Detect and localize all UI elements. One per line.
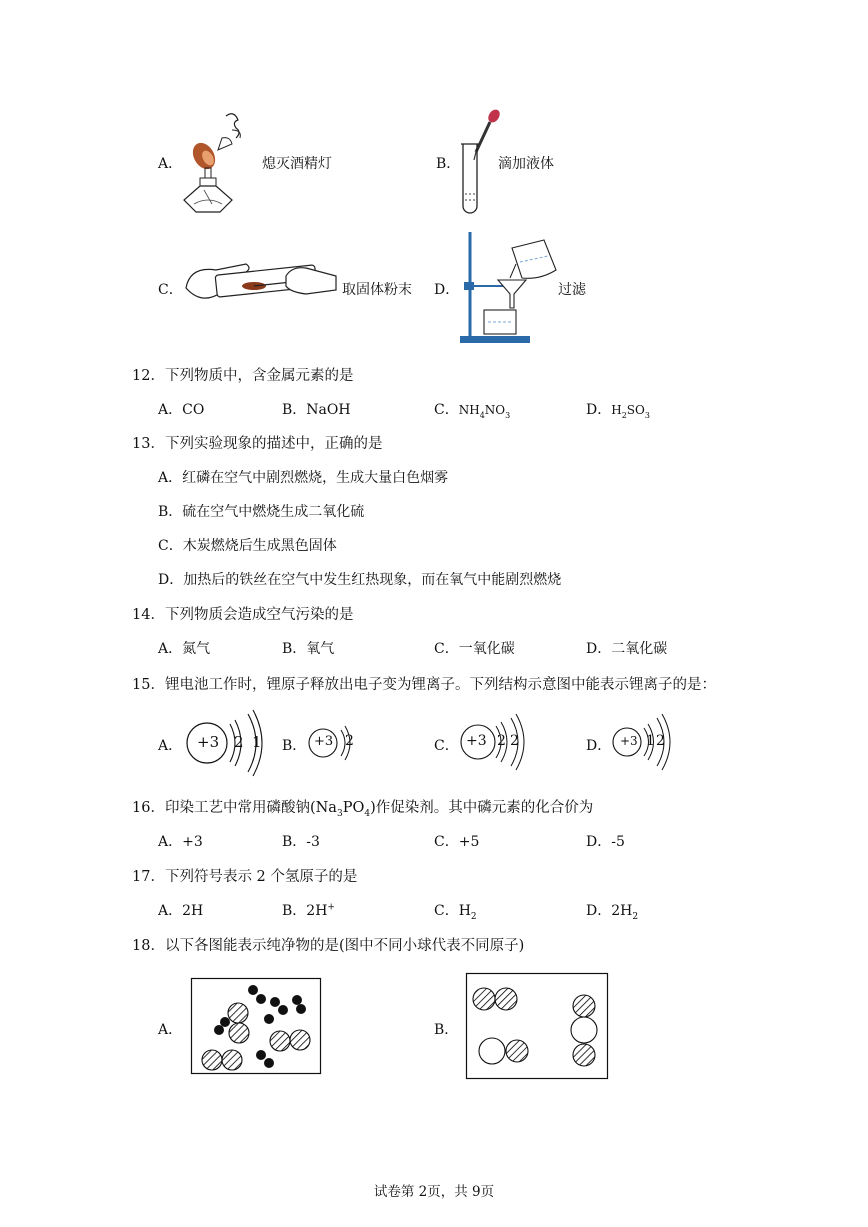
q12-option-d: D．$H_2SO_3$ — [586, 402, 650, 420]
q15-option-c-letter: C． — [434, 738, 459, 754]
alcohol-lamp-image — [180, 108, 255, 213]
q16-stem: 16．印染工艺中常用磷酸钠$(Na_3PO_4)$作促染剂。其中磷元素的化合价为 — [132, 800, 594, 819]
q17-option-a: A．2H — [158, 903, 204, 919]
q13-stem: 13．下列实验现象的描述中，正确的是 — [132, 436, 383, 452]
q17-option-d: D．$2H_2$ — [586, 903, 639, 922]
q13-option-d: D．加热后的铁丝在空气中发生红热现象，而在氧气中能剧烈燃烧 — [158, 572, 562, 588]
q15-stem: 15．锂电池工作时，锂原子释放出电子变为锂离子。下列结构示意图中能表示锂离子的是： — [132, 677, 716, 693]
q12-stem: 12．下列物质中，含金属元素的是 — [132, 368, 354, 384]
q12-option-c: C．$NH_4NO_3$ — [434, 402, 511, 420]
q12-option-b: B．NaOH — [282, 402, 351, 418]
q13-option-c: C．木炭燃烧后生成黑色固体 — [158, 538, 337, 554]
q18-option-a-particle-box — [191, 978, 321, 1074]
q14-option-a: A．氮气 — [158, 641, 211, 657]
q15-a-shell2-label: 1 — [252, 733, 262, 751]
q18-stem: 18．以下各图能表示纯净物的是(图中不同小球代表不同原子) — [132, 938, 525, 954]
q15-option-b-letter: B． — [282, 738, 307, 754]
q11-option-b-letter: B． — [436, 156, 461, 172]
q13-option-b: B．硫在空气中燃烧生成二氧化硫 — [158, 504, 365, 520]
q14-option-d: D．二氧化碳 — [586, 641, 668, 657]
powder-sampling-image — [182, 258, 342, 314]
q11-option-a-letter: A． — [158, 156, 183, 172]
q16-option-b: B．-3 — [282, 834, 320, 850]
dropper-test-tube-image — [458, 108, 503, 214]
q16-option-d: D．-5 — [586, 834, 625, 850]
q15-d-nucleus-label: +3 — [620, 734, 638, 748]
q15-d-shell2-label: 2 — [656, 733, 665, 749]
q11-option-d-letter: D． — [434, 282, 460, 298]
q15-b-shell1-label: 2 — [345, 733, 354, 749]
q15-c-nucleus-label: +3 — [466, 733, 487, 749]
q16-option-a: A．+3 — [158, 834, 203, 850]
q18-option-b-particle-box — [466, 973, 608, 1079]
q15-c-shell1-label: 2 — [497, 733, 506, 749]
q11-option-b-text: 滴加液体 — [498, 156, 554, 172]
q15-option-a-letter: A． — [158, 738, 183, 754]
q15-option-d-letter: D． — [586, 738, 612, 754]
q15-a-shell1-label: 2 — [234, 733, 244, 751]
q14-option-c: C．一氧化碳 — [434, 641, 515, 657]
q18-option-b-letter: B． — [434, 1022, 459, 1038]
q11-option-c-letter: C． — [158, 282, 183, 298]
q12-option-a: A．CO — [158, 402, 205, 418]
q15-a-nucleus-label: +3 — [197, 733, 220, 751]
q17-option-b: B．2H+ — [282, 902, 335, 919]
q15-c-shell2-label: 2 — [510, 733, 519, 749]
page-footer: 试卷第 2页，共 9页 — [373, 1184, 495, 1200]
q17-option-c: C．$H_2$ — [434, 903, 477, 922]
q18-option-a-letter: A． — [158, 1022, 183, 1038]
q15-d-shell1-label: 1 — [646, 733, 655, 749]
q11-option-c-text: 取固体粉末 — [342, 282, 412, 298]
q13-option-a: A．红磷在空气中剧烈燃烧，生成大量白色烟雾 — [158, 470, 449, 486]
q11-option-d-text: 过滤 — [558, 282, 586, 298]
q14-stem: 14．下列物质会造成空气污染的是 — [132, 607, 354, 623]
q14-option-b: B．氧气 — [282, 641, 335, 657]
q17-stem: 17．下列符号表示 2 个氢原子的是 — [132, 869, 358, 885]
q15-b-nucleus-label: +3 — [314, 734, 334, 749]
q11-option-a-text: 熄灭酒精灯 — [262, 156, 332, 172]
filtration-apparatus-image — [458, 228, 568, 346]
q16-option-c: C．+5 — [434, 834, 480, 850]
